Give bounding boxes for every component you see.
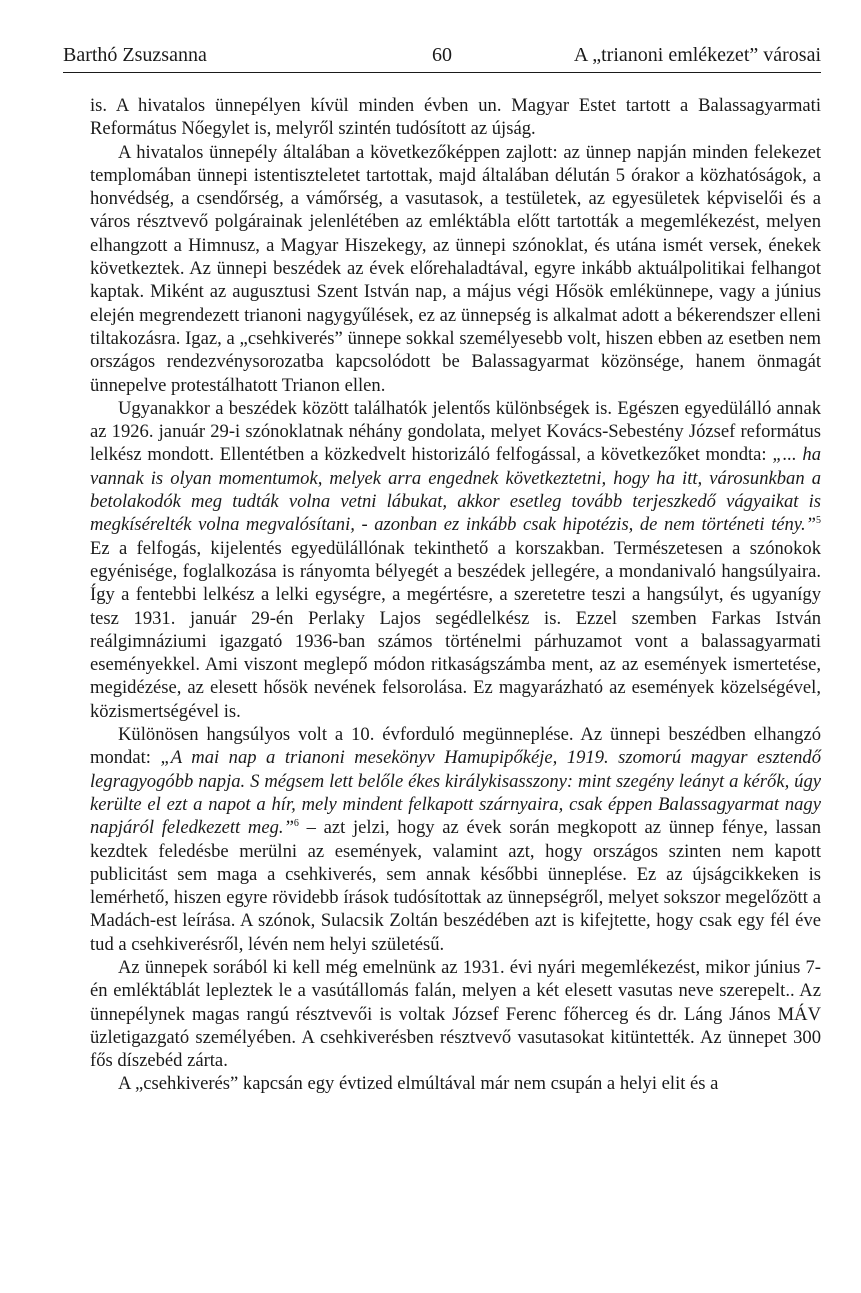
- block-quote: „A mai nap a trianoni mesekönyv Hamupipőkéje, 1919. szomorú magyar esztendő legragyogóbb napja. S mégsem lett belőle ékes királykisasszony: mint szegény leányt a kérők, úgy kerülte el ezt a napot a hír, mely mindent felkapott szárnyaira, csak éppen Balassagyarmat nagy napjáról feledkezett meg.”: [90, 747, 821, 839]
- paragraph: A „csehkiverés” kapcsán egy évtized elmúltával már nem csupán a helyi elit és a: [118, 1073, 719, 1095]
- footnote-marker: 6: [293, 818, 299, 830]
- paragraph: [90, 397, 821, 723]
- paragraph-text: – azt jelzi, hogy az évek során megkopott az ünnep fénye, lassan kezdtek feledésbe merülni az események, valamint azt, hogy országos szinten nem kapott publicitást sem maga a csehkiverés, sem annak későbbi ünneplése. Ez az újságcikkeken is lemérhető, hiszen egyre rövidebb írások tudósítottak az ünnepségről, melyet sokszor megelőzött a Madách-est leírása. A szónok, Sulacsik Zoltán beszédében azt is kifejtette, hogy csak egy fél éve tud a csehkiverésről, lévén nem helyi születésű.: [90, 817, 821, 955]
- header-running-title: A „trianoni emlékezet” városai: [573, 44, 821, 66]
- page-number: 60: [432, 44, 452, 66]
- paragraph-text: Ez a felfogás, kijelentés egyedülállónak tekinthető a korszakban. Természetesen a szónokok egyénisége, foglalkozása is rányomta bélyegét a beszédek jellegére, a mondanivaló hangsúlyaira. Így a fentebbi lelkész a lelki egységre, a megértésre, a szeretetre teszi a hangsúlyt, és ugyanígy tesz 1931. január 29-én Perlaky Lajos segédlelkész is. Ezzel szemben Farkas István reálgimnáziumi igazgató 1936-ban számos történelmi párhuzamot vont a balassagyarmati eseményekkel. Ami viszont meglepő módon ritkaságszámba ment, az az események ismertetése, megidézése, az elesett hősök nevének felsorolása. Ez magyarázható az események közelségével, közismertségével is.: [90, 537, 821, 722]
- header-author: Barthó Zsuzsanna: [63, 44, 207, 66]
- paragraph: is. A hivatalos ünnepélyen kívül minden évben un. Magyar Estet tartott a Balassagyarmati Református Nőegylet is, melyről szintén tudósított az újság.: [90, 95, 821, 140]
- paragraph-text: Különösen hangsúlyos volt a 10. évforduló megünneplése. Az ünnepi beszédben elhangzó mondat:: [90, 724, 821, 769]
- paragraph: [90, 723, 821, 956]
- running-header: [63, 40, 821, 70]
- footnote-marker: 5: [816, 515, 821, 527]
- paragraph: A hivatalos ünnepély általában a következőképpen zajlott: az ünnep napján minden felekezet templomában ünnepi istentiszteletet tartottak, majd általában délután 5 órakor a közhatóságok, a honvédség, a csendőrség, a vámőrség, a vasutasok, a testületek, az egyesületek képviselői és a város résztvevő polgárainak jelenlétében az emléktábla előtt tartották a megemlékezést, melyen elhangzott a Himnusz, a Magyar Hiszekegy, az ünnepi szónoklat, és utána ismét versek, énekek következtek. Az ünnepi beszédek az évek előrehaladtával, egyre inkább aktuálpolitikai felhangot kaptak. Miként az augusztusi Szent István nap, a május végi Hősök emlékünnepe, vagy a június elején megrendezett trianoni nagygyűlések, ez az ünnepség is alkalmat adott a békerendszer elleni tiltakozásra. Igaz, a „csehkiverés” ünnepe sokkal személyesebb volt, hiszen ebben az esetben nem országos rendezvénysorozatba kapcsolódott be Balassagyarmat közönsége, hanem önmagát ünnepelve protestálhatott Trianon ellen.: [90, 141, 821, 396]
- paragraph: Az ünnepek sorából ki kell még emelnünk az 1931. évi nyári megemlékezést, mikor június 7-én emléktáblát lepleztek le a vasútállomás falán, melyen a két elesett vasutas neve szerepelt.. Az ünnepélynek magas rangú résztvevői is voltak József Ferenc főherceg és dr. Láng János MÁV üzletigazgató személyében. A csehkiverésben résztvevő vasutasokat kitüntették. Az ünnepet 300 fős díszebéd zárta.: [90, 956, 821, 1072]
- paragraph-text: Ugyanakkor a beszédek között találhatók jelentős különbségek is. Egészen egyedülálló annak az 1926. január 29-i szónoklatnak néhány gondolata, melyet Kovács-Sebestény József református lelkész mondott. Ellentétben a közkedvelt historizáló felfogással, a következőket mondta:: [90, 397, 821, 466]
- body-text: [90, 94, 821, 1096]
- block-quote: „... ha vannak is olyan momentumok, melyek arra engednek következtetni, hogy ha itt, városunkban a betolakodók meg tudták volna vetni lábukat, akkor esetleg tovább terjeszkedő vágyaikat is megkísérelték volna megvalósítani, - azonban ez inkább csak hipotézis, de nem történeti tény.”: [90, 444, 822, 536]
- header-rule: [63, 72, 821, 73]
